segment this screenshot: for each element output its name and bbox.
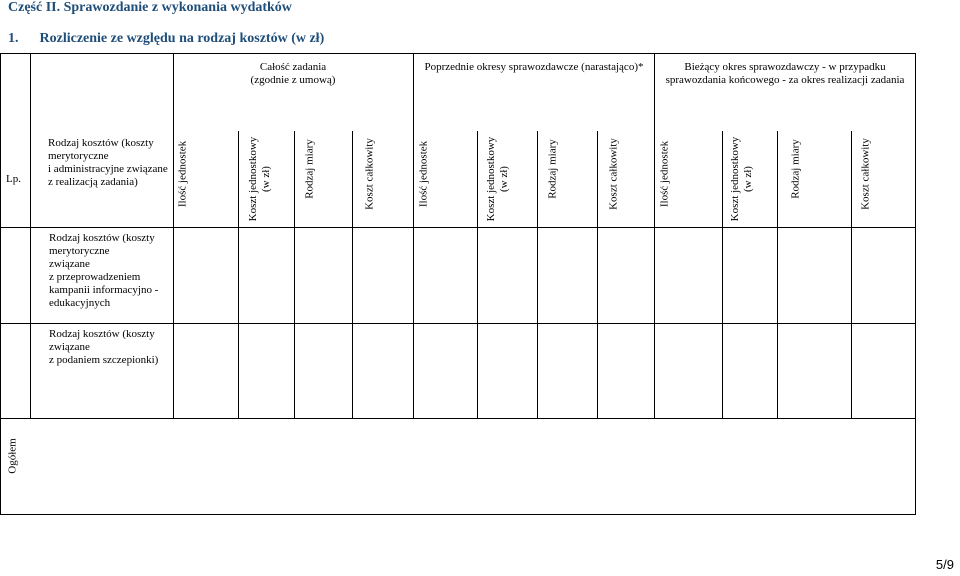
table-row-label: Rodzaj kosztów (koszty merytoryczne związane z przeprowadzeniem kampanii informacyjno - edukacyjnych xyxy=(49,232,159,309)
col-units-whole: Ilość jednostek xyxy=(176,140,189,208)
col-measure-whole: Rodzaj miary xyxy=(303,139,316,199)
lp-header: Lp. xyxy=(6,173,21,185)
col-measure-current: Rodzaj miary xyxy=(789,139,802,199)
col-units-previous: Ilość jednostek xyxy=(417,140,430,208)
total-label: Ogółem xyxy=(6,438,19,474)
col-total-current: Koszt całkowity xyxy=(859,138,872,210)
table-row-label: Rodzaj kosztów (koszty związane z podaniem szczepionki) xyxy=(49,328,159,366)
header-current-period: Bieżący okres sprawozdawczy - w przypadku sprawozdania końcowego - za okres realizacji zadania xyxy=(665,61,905,86)
section-title: Część II. Sprawozdanie z wykonania wydatków xyxy=(8,0,292,15)
col-total-previous: Koszt całkowity xyxy=(607,138,620,210)
col-total-whole: Koszt całkowity xyxy=(363,138,376,210)
col-units-current: Ilość jednostek xyxy=(658,140,671,208)
col-unit-cost-whole: Koszt jednostkowy (w zł) xyxy=(247,136,272,222)
header-whole-task: Całość zadania (zgodnie z umową) xyxy=(250,61,336,86)
col-unit-cost-previous: Koszt jednostkowy (w zł) xyxy=(485,136,510,222)
header-previous-periods: Poprzednie okresy sprawozdawcze (narastająco)* xyxy=(424,61,644,73)
cost-type-header: Rodzaj kosztów (koszty merytoryczne i administracyjne związane z realizacją zadania) xyxy=(48,137,168,188)
page-number: 5/9 xyxy=(935,557,954,572)
subsection-title: 1. Rozliczenie ze względu na rodzaj kosztów (w zł) xyxy=(8,31,325,46)
col-unit-cost-current: Koszt jednostkowy (w zł) xyxy=(729,136,754,222)
col-measure-previous: Rodzaj miary xyxy=(546,139,559,199)
